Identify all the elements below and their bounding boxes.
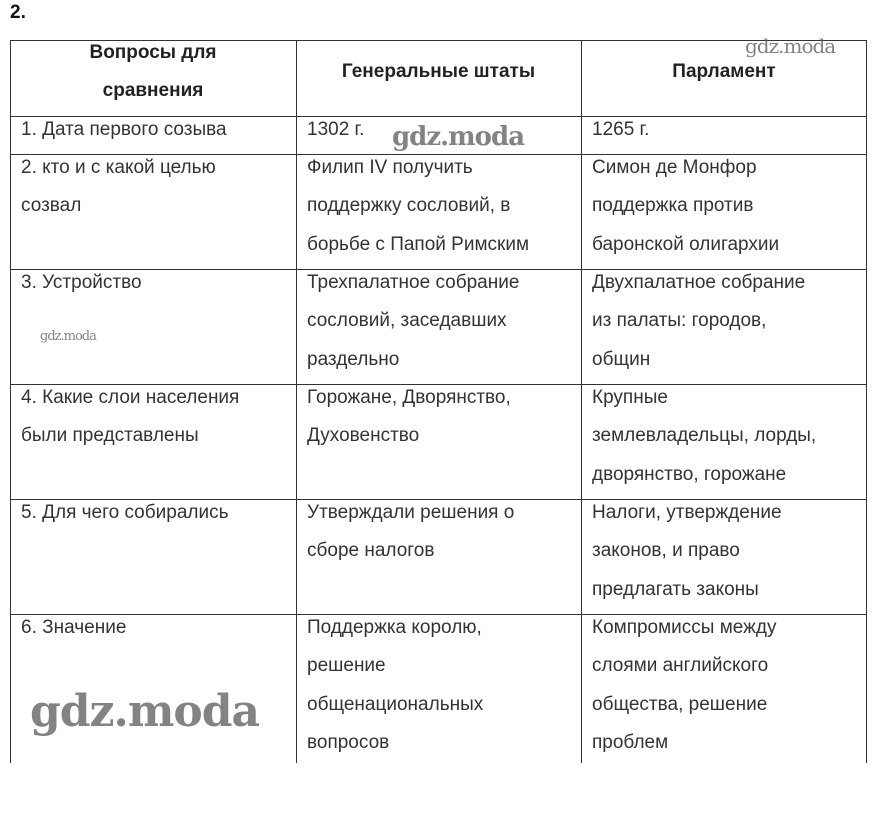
header-questions: Вопросы для сравнения: [89, 42, 217, 101]
row-estates-general: Утверждали решения о сборе налогов: [307, 502, 515, 562]
row-question: 1. Дата первого созыва: [21, 119, 227, 140]
table-border: [10, 40, 11, 763]
row-estates-general: 1302 г.: [307, 119, 365, 140]
row-question: 3. Устройство: [21, 272, 142, 293]
table-border: [866, 40, 867, 763]
row-parliament: Налоги, утверждение законов, и право предлагать законы: [592, 502, 782, 600]
watermark: gdz.moda: [392, 122, 525, 152]
row-question: 5. Для чего собирались: [21, 502, 229, 523]
header-estates-general: Генеральные штаты: [341, 61, 536, 82]
row-question: 2. кто и с какой целью созвал: [21, 157, 216, 217]
table-border: [10, 269, 867, 270]
watermark: gdz.moda: [30, 686, 260, 737]
header-parliament: Парламент: [672, 61, 776, 82]
row-parliament: Крупные землевладельцы, лорды, дворянство, горожане: [592, 387, 817, 485]
watermark: gdz.moda: [745, 34, 836, 58]
row-parliament: 1265 г.: [592, 119, 650, 140]
table-border: [10, 154, 867, 155]
task-number: 2.: [10, 2, 26, 23]
row-estates-general: Поддержка королю, решение общенациональных вопросов: [307, 617, 484, 753]
row-parliament: Двухпалатное собрание из палаты: городов, общин: [592, 272, 806, 370]
table-border: [296, 40, 297, 763]
row-estates-general: Трехпалатное собрание сословий, заседавших раздельно: [307, 272, 520, 370]
watermark: gdz.moda: [40, 329, 96, 344]
table-border: [10, 384, 867, 385]
row-estates-general: Горожане, Дворянство, Духовенство: [307, 387, 511, 447]
row-parliament: Компромиссы между слоями английского общества, решение проблем: [592, 617, 777, 753]
row-parliament: Симон де Монфор поддержка против баронской олигархии: [592, 157, 780, 255]
table-border: [10, 499, 867, 500]
table-border: [10, 116, 867, 117]
table-border: [10, 614, 867, 615]
row-question: 6. Значение: [21, 617, 127, 638]
row-question: 4. Какие слои населения были представлены: [21, 387, 240, 447]
table-border: [10, 40, 867, 41]
table-border: [581, 40, 582, 763]
row-estates-general: Филип IV получить поддержку сословий, в борьбе с Папой Римским: [307, 157, 530, 255]
